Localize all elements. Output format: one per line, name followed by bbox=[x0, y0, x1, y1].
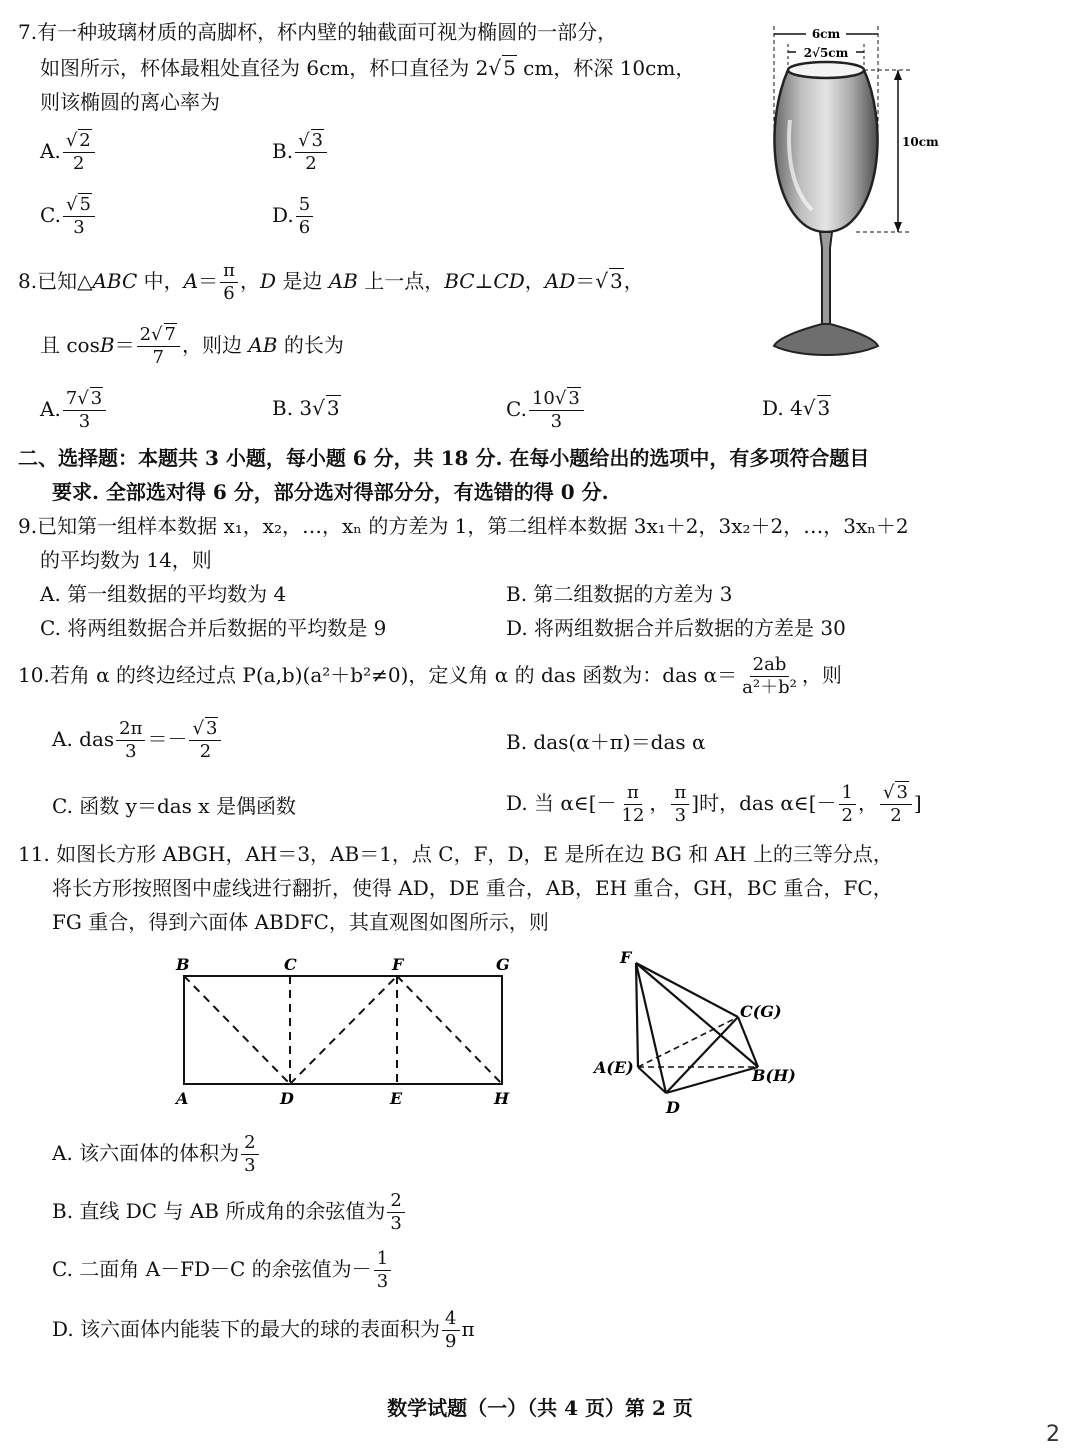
text: C. 二面角 A－FD－C 的余弦值为－ bbox=[52, 1257, 372, 1281]
den: 2 bbox=[199, 741, 212, 762]
text: 的长为 bbox=[277, 333, 344, 357]
top-width-label: 6cm bbox=[811, 27, 841, 41]
text: ， bbox=[524, 269, 545, 293]
num: 2ab bbox=[750, 656, 790, 677]
coef: 7 bbox=[65, 388, 78, 409]
fraction bbox=[671, 784, 689, 825]
text: D bbox=[259, 269, 276, 293]
text: B. 直线 DC 与 AB 所成角的余弦值为 bbox=[52, 1199, 386, 1223]
q10-option-d bbox=[506, 784, 922, 825]
text: D. 当 α∈[－ bbox=[506, 791, 617, 815]
q7-option-a bbox=[40, 132, 97, 173]
q9-option-b: B. 第二组数据的方差为 3 bbox=[506, 582, 733, 606]
num: π bbox=[624, 784, 642, 805]
rad: 3 bbox=[311, 130, 323, 151]
num: 2 bbox=[241, 1134, 258, 1155]
rad: 3 bbox=[205, 718, 218, 739]
label-ae: A(E) bbox=[594, 1058, 634, 1077]
text: ＝ bbox=[575, 269, 596, 293]
q7-line2 bbox=[40, 52, 695, 84]
q11-option-b bbox=[52, 1192, 407, 1233]
rad: 3 bbox=[817, 396, 831, 420]
num: 2π bbox=[116, 720, 145, 741]
rad: 3 bbox=[568, 388, 580, 409]
option-label: D. 4 bbox=[762, 396, 803, 420]
rectangle-fold-diagram bbox=[170, 950, 520, 1110]
fold-df bbox=[290, 976, 397, 1084]
fraction bbox=[220, 262, 238, 303]
q7-option-d bbox=[272, 196, 315, 237]
fraction bbox=[387, 1192, 404, 1233]
hexahedron-diagram bbox=[590, 945, 810, 1120]
q10-option-c: C. 函数 y＝das x 是偶函数 bbox=[52, 794, 296, 818]
label-g: G bbox=[496, 955, 510, 974]
edge-fd bbox=[636, 963, 666, 1093]
label-bh: B(H) bbox=[752, 1066, 796, 1085]
rad: 5 bbox=[79, 194, 91, 215]
text: ]时，das α∈[－ bbox=[691, 791, 837, 815]
den: 3 bbox=[244, 1155, 256, 1176]
den: 9 bbox=[445, 1331, 457, 1352]
q11-option-c bbox=[52, 1250, 393, 1291]
q9-line1: 9.已知第一组样本数据 x₁，x₂，…，xₙ 的方差为 1，第二组样本数据 3x₁＋2，3x₂＋2，…，3xₙ＋2 bbox=[18, 514, 909, 538]
q11-option-a bbox=[52, 1134, 261, 1175]
label-b: B bbox=[176, 955, 190, 974]
label-d: D bbox=[280, 1089, 294, 1108]
text: ＝－ bbox=[147, 727, 188, 751]
fraction: $\frac{√ 3}{2}$ bbox=[880, 784, 912, 825]
fraction: $\frac{√ 5}{3}$ bbox=[63, 196, 95, 237]
depth-label: 10cm bbox=[902, 135, 939, 149]
den: 3 bbox=[73, 217, 85, 238]
num: π bbox=[671, 784, 689, 805]
text: AB bbox=[248, 333, 278, 357]
text: A bbox=[183, 269, 199, 293]
section-2-line2: 要求. 全部选对得 6 分，部分选对得部分分，有选错的得 0 分. bbox=[52, 480, 609, 504]
q9-line2: 的平均数为 14，则 bbox=[40, 548, 212, 572]
rad: 3 bbox=[326, 396, 340, 420]
text: π bbox=[461, 1317, 475, 1341]
glass-base bbox=[774, 324, 878, 355]
text: B bbox=[99, 333, 115, 357]
fraction bbox=[442, 1310, 459, 1351]
num: 1 bbox=[839, 784, 856, 805]
option-label: C. bbox=[506, 397, 527, 421]
option-label: A. bbox=[40, 397, 61, 421]
text: 是边 bbox=[276, 269, 329, 293]
den: 3 bbox=[78, 411, 91, 432]
text: ＝ bbox=[114, 333, 135, 357]
text: 且 cos bbox=[40, 333, 100, 357]
den: a²＋b² bbox=[742, 677, 797, 698]
q8-option-a bbox=[40, 390, 108, 431]
label-f: F bbox=[620, 948, 632, 967]
fraction: $\frac{7√ 3}{3}$ bbox=[63, 390, 106, 431]
option-label: B. 3 bbox=[272, 396, 313, 420]
fold-fh bbox=[397, 976, 502, 1084]
num: 4 bbox=[442, 1310, 459, 1331]
label-f: F bbox=[392, 955, 404, 974]
text: 10.若角 α 的终边经过点 P(a,b)(a²＋b²≠0)，定义角 α 的 das 函数为：das α＝ bbox=[18, 663, 738, 687]
den: 2 bbox=[73, 153, 85, 174]
rad: 3 bbox=[896, 782, 908, 803]
fraction: $\frac{√ 2}{2}$ bbox=[63, 132, 95, 173]
option-label: C. bbox=[40, 203, 61, 227]
den: 2 bbox=[841, 805, 853, 826]
text: ] bbox=[913, 791, 922, 815]
text: 8.已知△ bbox=[18, 269, 93, 293]
label-h: H bbox=[494, 1089, 510, 1108]
den: 3 bbox=[550, 411, 563, 432]
label-e: E bbox=[390, 1089, 403, 1108]
q10-option-b: B. das(α＋π)＝das α bbox=[506, 730, 706, 754]
fraction bbox=[116, 720, 145, 761]
section-2-line1: 二、选择题：本题共 3 小题，每小题 6 分，共 18 分. 在每小题给出的选项中，有多项符合题目 bbox=[18, 446, 870, 470]
den: 2 bbox=[890, 805, 902, 826]
den: 3 bbox=[390, 1213, 402, 1234]
label-c: C bbox=[284, 955, 297, 974]
sqrt: √ 3 bbox=[312, 396, 340, 420]
text: AB bbox=[328, 269, 358, 293]
text: A. das bbox=[52, 727, 115, 751]
label-d: D bbox=[666, 1098, 680, 1117]
rad: 2 bbox=[79, 130, 91, 151]
q11-option-d bbox=[52, 1310, 475, 1351]
num: 2 bbox=[139, 324, 152, 345]
q10-option-a bbox=[52, 720, 223, 761]
glass-stem bbox=[820, 232, 832, 326]
rad: 7 bbox=[164, 324, 176, 345]
num: 2 bbox=[387, 1192, 404, 1213]
mouth-width-label: 2√5cm bbox=[803, 46, 849, 60]
q7-line3: 则该椭圆的离心率为 bbox=[40, 90, 220, 114]
arrow-down bbox=[894, 222, 902, 232]
text: ＝ bbox=[198, 269, 219, 293]
fraction: $\frac{√ 3}{2}$ bbox=[189, 720, 221, 761]
den: 3 bbox=[674, 805, 687, 826]
q9-option-a: A. 第一组数据的平均数为 4 bbox=[40, 582, 287, 606]
den: 7 bbox=[152, 347, 164, 368]
text: AD bbox=[544, 269, 576, 293]
sqrt: √ 5 bbox=[488, 56, 516, 80]
fraction: $\frac{2√ 7}{7}$ bbox=[137, 326, 180, 367]
q11-line1: 11. 如图长方形 ABGH，AH＝3，AB＝1，点 C，F，D，E 是所在边 BG 和 AH 上的三等分点， bbox=[18, 842, 893, 866]
option-label: D. bbox=[272, 203, 294, 227]
q9-option-d: D. 将两组数据合并后数据的方差是 30 bbox=[506, 616, 846, 640]
q9-option-c: C. 将两组数据合并后数据的平均数是 9 bbox=[40, 616, 387, 640]
q10-line1 bbox=[18, 656, 842, 697]
q11-line3: FG 重合，得到六面体 ABDFC，其直观图如图所示，则 bbox=[52, 910, 549, 934]
edge-dc bbox=[666, 1017, 738, 1093]
q8-line1 bbox=[18, 262, 644, 303]
fraction bbox=[739, 656, 800, 697]
text: ， bbox=[857, 791, 878, 815]
arrow-up bbox=[894, 70, 902, 80]
text: BC⊥CD bbox=[444, 269, 525, 293]
option-label: B. bbox=[272, 139, 294, 163]
den: 12 bbox=[621, 805, 645, 826]
label-a: A bbox=[176, 1089, 189, 1108]
text: ，则 bbox=[801, 663, 842, 687]
fraction bbox=[241, 1134, 258, 1175]
num: 1 bbox=[374, 1250, 391, 1271]
den: 6 bbox=[298, 217, 311, 238]
label-cg: C(G) bbox=[740, 1002, 782, 1021]
fraction: $\frac{√ 3}{2}$ bbox=[295, 132, 327, 173]
q7-line2c: cm，杯深 10cm， bbox=[516, 56, 696, 80]
rad: 3 bbox=[90, 388, 103, 409]
text: 中， bbox=[137, 269, 184, 293]
text: ， bbox=[239, 269, 260, 293]
text: ABC bbox=[92, 269, 138, 293]
fraction bbox=[839, 784, 856, 825]
text: ， bbox=[649, 791, 670, 815]
q8-option-b bbox=[272, 396, 341, 420]
text: ，则边 bbox=[181, 333, 249, 357]
num: 5 bbox=[296, 196, 313, 217]
text: A. 该六面体的体积为 bbox=[52, 1141, 240, 1165]
fold-bd bbox=[184, 976, 290, 1084]
text: D. 该六面体内能装下的最大的球的表面积为 bbox=[52, 1317, 441, 1341]
text: ， bbox=[623, 269, 644, 293]
q7-option-b bbox=[272, 132, 329, 173]
text: 上一点， bbox=[357, 269, 445, 293]
option-label: A. bbox=[40, 139, 61, 163]
wine-glass-figure bbox=[760, 20, 939, 365]
q7-mouth-rad: 5 bbox=[503, 56, 516, 80]
q11-line2: 将长方形按照图中虚线进行翻折，使得 AD，DE 重合，AB，EH 重合，GH，BC 重合，FC， bbox=[52, 876, 893, 900]
den: 2 bbox=[305, 153, 317, 174]
edge-ac-hidden bbox=[638, 1017, 738, 1067]
glass-rim bbox=[788, 62, 864, 78]
q8-option-c bbox=[506, 390, 586, 431]
num: π bbox=[220, 262, 238, 283]
edge-fa bbox=[636, 963, 638, 1067]
fraction: $\frac{10√ 3}{3}$ bbox=[529, 390, 584, 431]
rad: 3 bbox=[609, 269, 623, 293]
q7-line2a: 如图所示，杯体最粗处直径为 6cm，杯口直径为 2 bbox=[40, 56, 489, 80]
page-footer: 数学试题（一）（共 4 页）第 2 页 bbox=[387, 1396, 693, 1420]
page-corner-number: 2 bbox=[1046, 1422, 1060, 1447]
sqrt: √ 3 bbox=[595, 269, 623, 293]
sqrt: √ 3 bbox=[802, 396, 831, 420]
den: 3 bbox=[125, 741, 137, 762]
fraction bbox=[619, 784, 648, 825]
edge-fc bbox=[636, 963, 738, 1017]
q7-line1: 7.有一种玻璃材质的高脚杯，杯内壁的轴截面可视为椭圆的一部分， bbox=[18, 20, 618, 44]
den: 6 bbox=[223, 283, 235, 304]
fraction bbox=[296, 196, 313, 237]
q7-option-c bbox=[40, 196, 97, 237]
q8-line2 bbox=[40, 326, 344, 367]
q8-option-d bbox=[762, 396, 831, 420]
coef: 10 bbox=[531, 388, 555, 409]
fraction bbox=[374, 1250, 391, 1291]
den: 3 bbox=[376, 1271, 389, 1292]
